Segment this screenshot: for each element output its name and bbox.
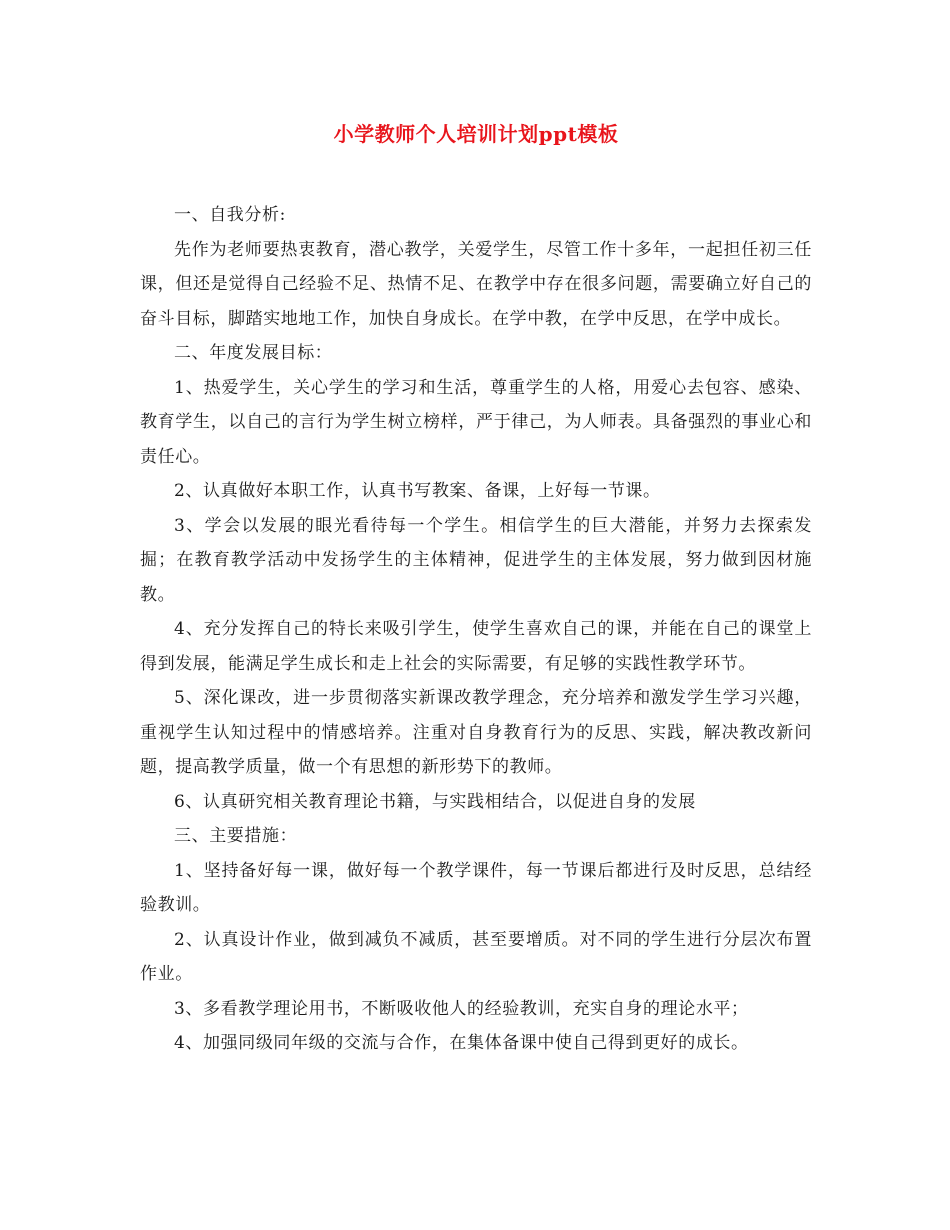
list-item: 1、热爱学生，关心学生的学习和生活，尊重学生的人格，用爱心去包容、感染、教育学生，以自己的言行为学生树立榜样，严于律己，为人师表。具备强烈的事业心和责任心。 [140, 377, 812, 467]
list-item: 6、认真研究相关教育理论书籍，与实践相结合，以促进自身的发展 [174, 791, 696, 812]
section-heading-main-measures: 三、主要措施： [174, 826, 298, 846]
list-item: 5、深化课改，进一步贯彻落实新课改教学理念，充分培养和激发学生学习兴趣，重视学生认知过程中的情感培养。注重对自身教育行为的反思、实践，解决教改新问题，提高教学质量，做一个有思想的新形势下的教师。 [140, 688, 812, 777]
list-item: 4、充分发挥自己的特长来吸引学生，使学生喜欢自己的课，并能在自己的课堂上得到发展，能满足学生成长和走上社会的实际需要，有足够的实践性教学环节。 [140, 619, 812, 674]
section-heading-annual-goals: 二、年度发展目标： [174, 343, 333, 363]
list-item: 2、认真设计作业，做到减负不减质，甚至要增质。对不同的学生进行分层次布置作业。 [140, 929, 812, 984]
list-item: 4、加强同级同年级的交流与合作，在集体备课中使自己得到更好的成长。 [174, 1033, 749, 1053]
section-heading-self-analysis: 一、自我分析: [174, 205, 286, 225]
list-item: 2、认真做好本职工作，认真书写教案、备课，上好每一节课。 [174, 481, 661, 501]
list-item: 1、坚持备好每一课，做好每一个教学课件，每一节课后都进行及时反思，总结经验教训。 [140, 860, 812, 915]
document-body [140, 198, 812, 1061]
paragraph: 先作为老师要热衷教育，潜心教学，关爱学生，尽管工作十多年，一起担任初三任课，但还是觉得自己经验不足、热情不足、在教学中存在很多问题，需要确立好自己的奋斗目标，脚踏实地地工作，加快自身成长。在学中教，在学中反思，在学中成长。 [140, 239, 812, 329]
document-title: 小学教师个人培训计划ppt模板 [333, 122, 619, 146]
list-item: 3、学会以发展的眼光看待每一个学生。相信学生的巨大潜能，并努力去探索发掘；在教育教学活动中发扬学生的主体精神，促进学生的主体发展，努力做到因材施教。 [140, 515, 812, 605]
list-item: 3、多看教学理论用书，不断吸收他人的经验教训，充实自身的理论水平； [174, 998, 749, 1019]
